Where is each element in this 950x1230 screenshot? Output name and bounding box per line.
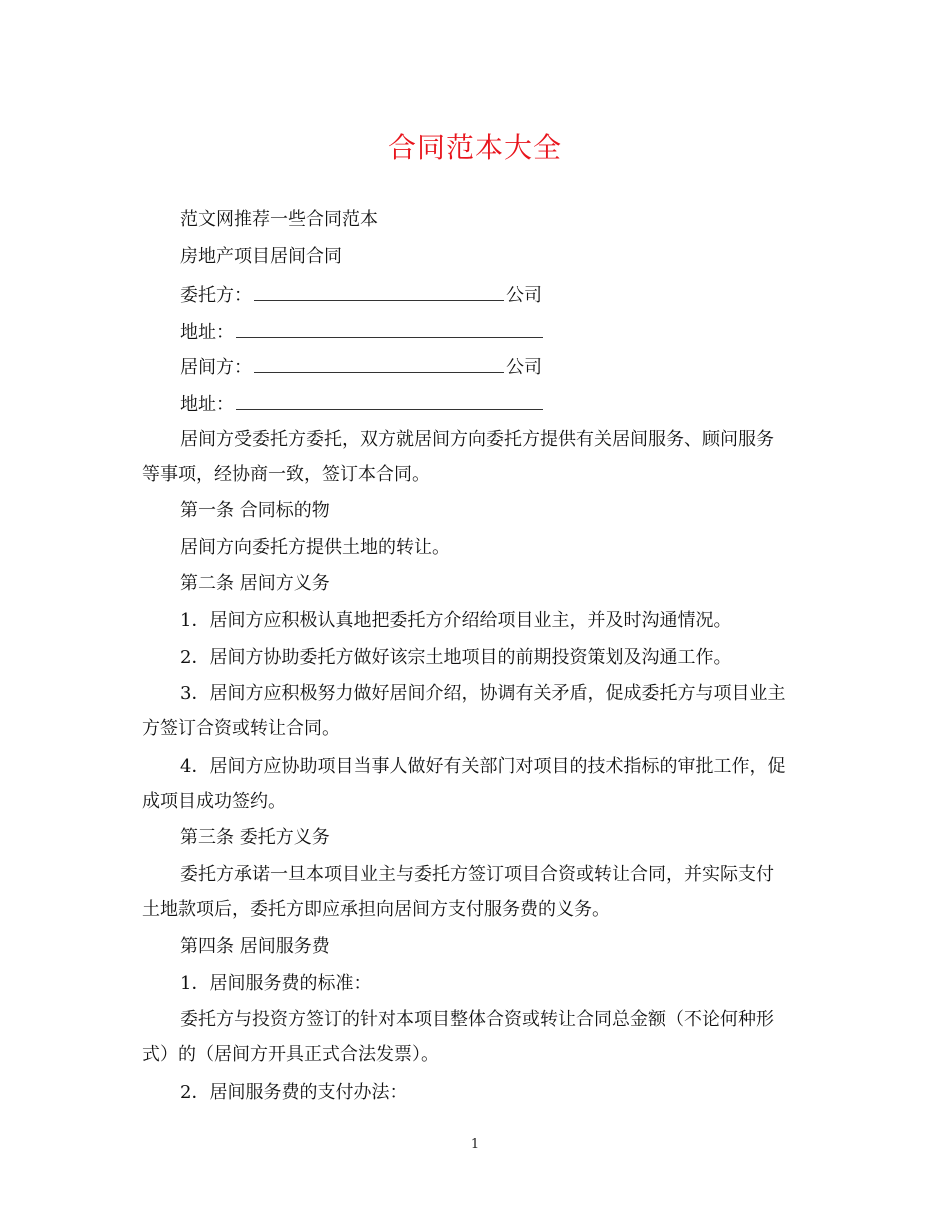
broker-suffix: 公司: [506, 357, 542, 378]
list-item: 4．居间方应协助项目当事人做好有关部门对项目的技术指标的审批工作，促: [180, 756, 786, 777]
article-heading: 第四条 居间服务费: [180, 936, 330, 957]
article-heading: 第三条 委托方义务: [180, 827, 330, 848]
broker-blank: [254, 355, 504, 373]
broker-address-line: [180, 392, 545, 417]
client-line: [180, 283, 542, 308]
broker-label: 居间方：: [180, 357, 252, 378]
paragraph-line: 式）的（居间方开具正式合法发票）。: [142, 1044, 439, 1065]
list-item: 2．居间方协助委托方做好该宗土地项目的前期投资策划及沟通工作。: [180, 647, 732, 668]
article-heading: 第二条 居间方义务: [180, 573, 330, 594]
broker-line: [180, 355, 542, 380]
list-item-continued: 成项目成功签约。: [142, 791, 286, 812]
list-item: 3．居间方应积极努力做好居间介绍，协调有关矛盾，促成委托方与项目业主: [180, 683, 786, 704]
client-address-blank: [236, 320, 543, 338]
paragraph-line: 委托方承诺一旦本项目业主与委托方签订项目合资或转让合同，并实际支付: [180, 864, 774, 885]
paragraph-line: 土地款项后，委托方即应承担向居间方支付服务费的义务。: [142, 899, 610, 920]
list-item-continued: 方签订合资或转让合同。: [142, 718, 340, 739]
paragraph-line: 委托方与投资方签订的针对本项目整体合资或转让合同总金额（不论何种形: [180, 1009, 774, 1030]
contract-name: 房地产项目居间合同: [180, 246, 342, 267]
list-item: 1．居间服务费的标准：: [180, 973, 372, 994]
client-label: 委托方：: [180, 285, 252, 306]
list-item: 1．居间方应积极认真地把委托方介绍给项目业主，并及时沟通情况。: [180, 610, 732, 631]
client-blank: [254, 283, 504, 301]
paragraph-line: 居间方受委托方委托，双方就居间方向委托方提供有关居间服务、顾问服务: [180, 429, 774, 450]
client-address-line: [180, 320, 545, 345]
article-heading: 第一条 合同标的物: [180, 500, 330, 521]
page-number: 1: [470, 1137, 480, 1152]
list-item: 2．居间服务费的支付办法：: [180, 1082, 408, 1103]
intro-line: 范文网推荐一些合同范本: [180, 209, 378, 230]
document-title: 合同范本大全: [387, 131, 562, 164]
client-address-label: 地址：: [180, 322, 234, 343]
broker-address-blank: [236, 392, 543, 410]
paragraph-line: 等事项，经协商一致，签订本合同。: [142, 464, 430, 485]
paragraph-line: 居间方向委托方提供土地的转让。: [180, 537, 450, 558]
broker-address-label: 地址：: [180, 394, 234, 415]
client-suffix: 公司: [506, 285, 542, 306]
